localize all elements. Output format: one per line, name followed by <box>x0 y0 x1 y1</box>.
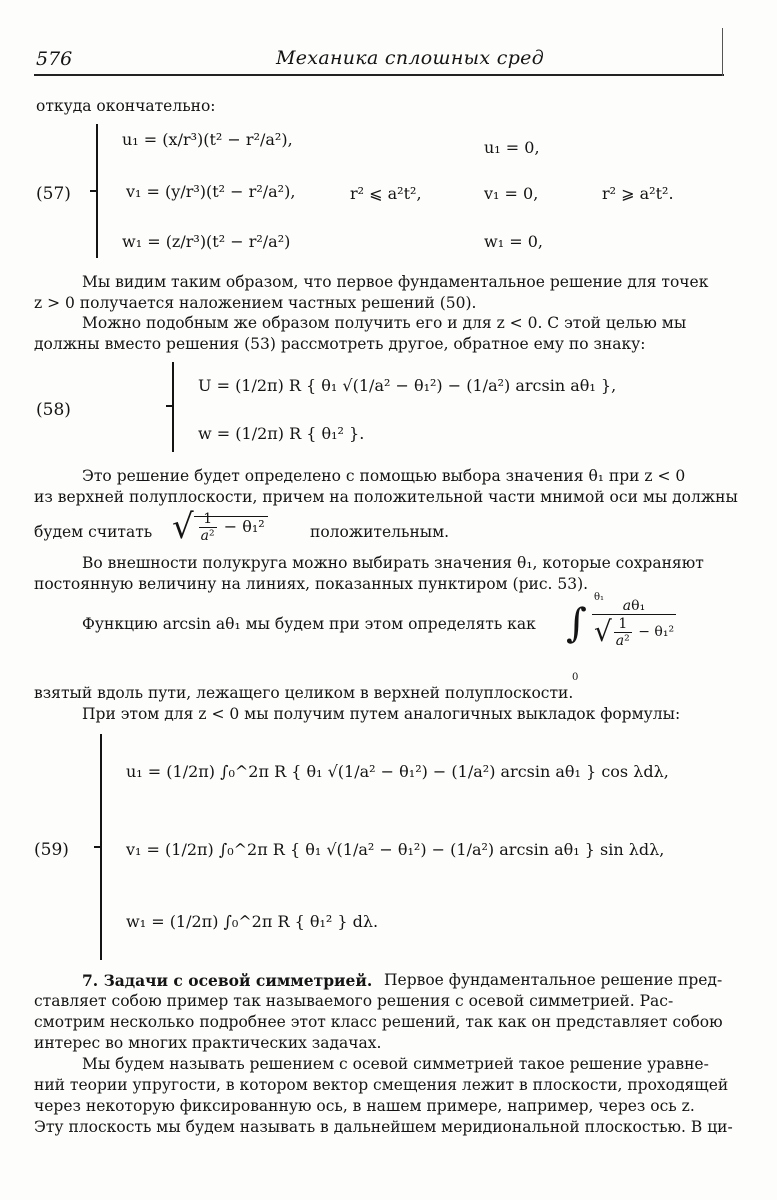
paragraph-7-line-2: ний теории упругости, в котором вектор смещения лежит в плоскости, проходящей <box>34 1076 729 1094</box>
page-number: 576 <box>36 48 73 70</box>
equation-59-w1: w₁ = (1/2π) ∫₀^2π R { θ₁² } dλ. <box>126 912 379 931</box>
paragraph-7-line-3: через некоторую фиксированную ось, в нашем примере, например, через ось z. <box>34 1097 695 1115</box>
equation-57-number: (57) <box>36 184 71 204</box>
equation-57-w1-zero: w₁ = 0, <box>484 232 543 251</box>
equation-58-brace <box>172 362 174 452</box>
paragraph-3-line-3-end: положительным. <box>310 523 450 541</box>
paragraph-1-line-2: z > 0 получается наложением частных решений (50). <box>34 294 477 312</box>
equation-58-w: w = (1/2π) R { θ₁² }. <box>198 424 365 443</box>
paragraph-7-line-4: Эту плоскость мы будем называть в дальнейшем меридиональной плоскостью. В ци- <box>34 1118 733 1136</box>
inline-integral-expression: ∫ aθ₁ √ $\frac{1}{\text{a²}}$ − θ₁² θ₁ 0 <box>566 592 675 683</box>
paragraph-3-line-2: из верхней полуплоскости, причем на положительной части мнимой оси мы должны <box>34 488 738 506</box>
equation-57-u1: u₁ = (x/r³)(t² − r²/a²), <box>122 130 293 149</box>
paragraph-4-line-1: Во внешности полукруга можно выбирать значения θ₁, которые сохраняют <box>82 554 704 572</box>
section-7-heading: 7. Задачи с осевой симметрией. <box>82 971 373 990</box>
equation-57-v1-zero: v₁ = 0, <box>484 184 539 203</box>
equation-59-u1: u₁ = (1/2π) ∫₀^2π R { θ₁ √(1/a² − θ₁²) − (1/a²) arcsin aθ₁ } cos λdλ, <box>126 762 669 781</box>
equation-57-condition-left: r² ⩽ a²t², <box>350 184 422 203</box>
paragraph-2-line-1: Можно подобным же образом получить его и для z < 0. С этой целью мы <box>82 314 687 332</box>
paragraph-2-line-2: должны вместо решения (53) рассмотреть другое, обратное ему по знаку: <box>34 335 646 353</box>
paragraph-1-line-1: Мы видим таким образом, что первое фундаментальное решение для точек <box>82 273 709 291</box>
section-7-line-2: ставляет собою пример так называемого решения с осевой симметрией. Рас- <box>34 992 674 1010</box>
section-7-line-1: Первое фундаментальное решение пред- <box>384 971 723 989</box>
equation-58-U: U = (1/2π) R { θ₁ √(1/a² − θ₁²) − (1/a²) arcsin aθ₁ }, <box>198 376 617 395</box>
equation-58-number: (58) <box>36 400 71 420</box>
inline-sqrt-expression: √ $\frac{1}{\text{a²}}$ − θ₁² <box>172 510 268 544</box>
paragraph-6: При этом для z < 0 мы получим путем аналогичных выкладок формулы: <box>82 705 681 723</box>
paragraph-4-line-2: постоянную величину на линиях, показанных пунктиром (рис. 53). <box>34 575 589 593</box>
equation-57-w1: w₁ = (z/r³)(t² − r²/a²) <box>122 232 291 251</box>
paragraph-3-line-3-start: будем считать <box>34 523 153 541</box>
paragraph-5-line-2: взятый вдоль пути, лежащего целиком в верхней полуплоскости. <box>34 684 574 702</box>
running-title: Механика сплошных сред <box>276 47 545 69</box>
section-7-line-4: интерес во многих практических задачах. <box>34 1034 382 1052</box>
paragraph-3-line-1: Это решение будет определено с помощью выбора значения θ₁ при z < 0 <box>82 467 686 485</box>
equation-57-condition-right: r² ⩾ a²t². <box>602 184 674 203</box>
equation-57-v1: v₁ = (y/r³)(t² − r²/a²), <box>126 182 296 201</box>
equation-59-number: (59) <box>34 840 69 860</box>
paragraph-5-line-1: Функцию arcsin aθ₁ мы будем при этом определять как <box>82 615 536 633</box>
equation-57-u1-zero: u₁ = 0, <box>484 138 540 157</box>
header-rule <box>34 74 724 76</box>
margin-mark <box>722 28 723 76</box>
intro-text: откуда окончательно: <box>36 97 216 115</box>
equation-59-v1: v₁ = (1/2π) ∫₀^2π R { θ₁ √(1/a² − θ₁²) − (1/a²) arcsin aθ₁ } sin λdλ, <box>126 840 665 859</box>
paragraph-7-line-1: Мы будем называть решением с осевой симметрией такое решение уравне- <box>82 1055 709 1073</box>
section-7-line-3: смотрим несколько подробнее этот класс решений, так как он представляет собою <box>34 1013 723 1031</box>
